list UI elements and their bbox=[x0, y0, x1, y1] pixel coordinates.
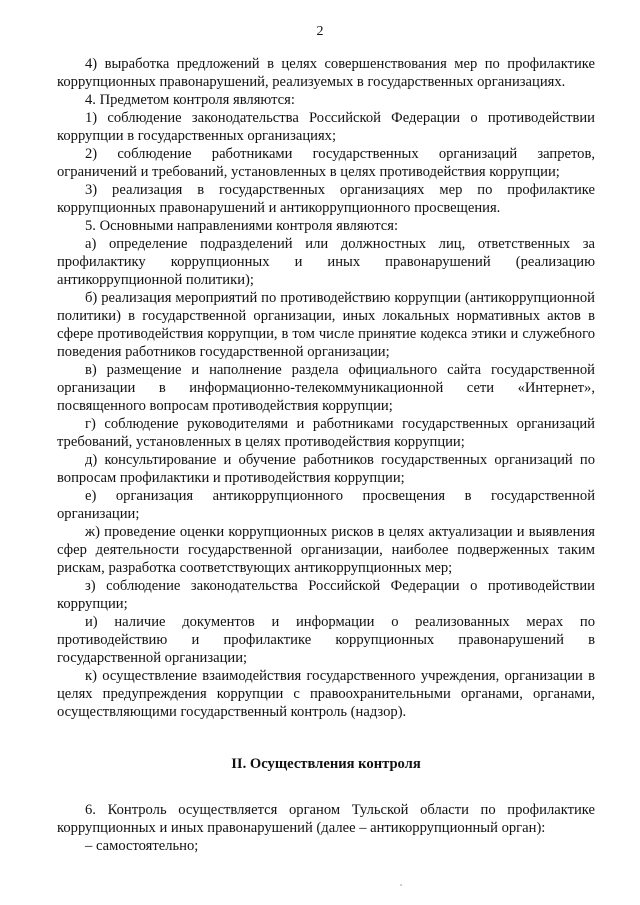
paragraph-5-item-z: з) соблюдение законодательства Российской Федерации о противодействии коррупции; bbox=[57, 578, 595, 612]
paragraph-5-item-a: а) определение подразделений или должностных лиц, ответственных за профилактику коррупционных и иных правонарушений (реализацию антикоррупционной политики); bbox=[57, 236, 595, 288]
paragraph-5-item-i: и) наличие документов и информации о реализованных мерах по противодействию и профилактике коррупционных правонарушений в государственной организации; bbox=[57, 614, 595, 666]
paragraph-5-item-zh: ж) проведение оценки коррупционных рисков в целях актуализации и выявления сфер деятельности государственной организации, наиболее подверженных таким рискам, разработка соответствующих антикоррупционных мер; bbox=[57, 524, 595, 576]
scan-speck bbox=[400, 884, 402, 886]
paragraph-5-item-g: г) соблюдение руководителями и работниками государственных организаций требований, установленных в целях противодействия коррупции; bbox=[57, 416, 595, 450]
paragraph-4-item-1: 1) соблюдение законодательства Российской Федерации о противодействии коррупции в государственных организациях; bbox=[57, 110, 595, 144]
paragraph-4-item-4: 4) выработка предложений в целях совершенствования мер по профилактике коррупционных правонарушений, реализуемых в государственных организациях. bbox=[57, 56, 595, 90]
paragraph-5-intro: 5. Основными направлениями контроля являются: bbox=[85, 218, 399, 234]
paragraph-5-item-k: к) осуществление взаимодействия государственного учреждения, организации в целях предупреждения коррупции с правоохранительными органами, органами, осуществляющими государственный контроль (надзор). bbox=[57, 668, 595, 720]
paragraph-5-item-d: д) консультирование и обучение работников государственных организаций по вопросам профилактики и противодействия коррупции; bbox=[57, 452, 595, 486]
section-heading: II. Осуществления контроля bbox=[231, 756, 421, 772]
paragraph-6-item-1: – самостоятельно; bbox=[85, 838, 199, 854]
paragraph-4-item-3: 3) реализация в государственных организациях мер по профилактике коррупционных правонарушений и антикоррупционного просвещения. bbox=[57, 182, 595, 216]
page-number: 2 bbox=[316, 24, 324, 39]
paragraph-5-item-b: б) реализация мероприятий по противодействию коррупции (антикоррупционной политики) в государственной организации, иных локальных нормативных актов в сфере противодействия коррупции, в том числе принятие кодекса этики и служебного поведения работников государственной организации; bbox=[57, 290, 595, 360]
paragraph-5-item-v: в) размещение и наполнение раздела официального сайта государственной организации в информационно-телекоммуникационной сети «Интернет», посвященного вопросам противодействия коррупции; bbox=[57, 362, 595, 414]
document-body bbox=[57, 55, 595, 855]
paragraph-4-item-2: 2) соблюдение работниками государственных организаций запретов, ограничений и требований, установленных в целях противодействия коррупции; bbox=[57, 146, 595, 180]
paragraph-6: 6. Контроль осуществляется органом Тульской области по профилактике коррупционных и иных правонарушений (далее – антикоррупционный орган): bbox=[57, 802, 595, 836]
paragraph-5-item-e: е) организация антикоррупционного просвещения в государственной организации; bbox=[57, 488, 595, 522]
paragraph-4-intro: 4. Предметом контроля являются: bbox=[85, 92, 295, 108]
